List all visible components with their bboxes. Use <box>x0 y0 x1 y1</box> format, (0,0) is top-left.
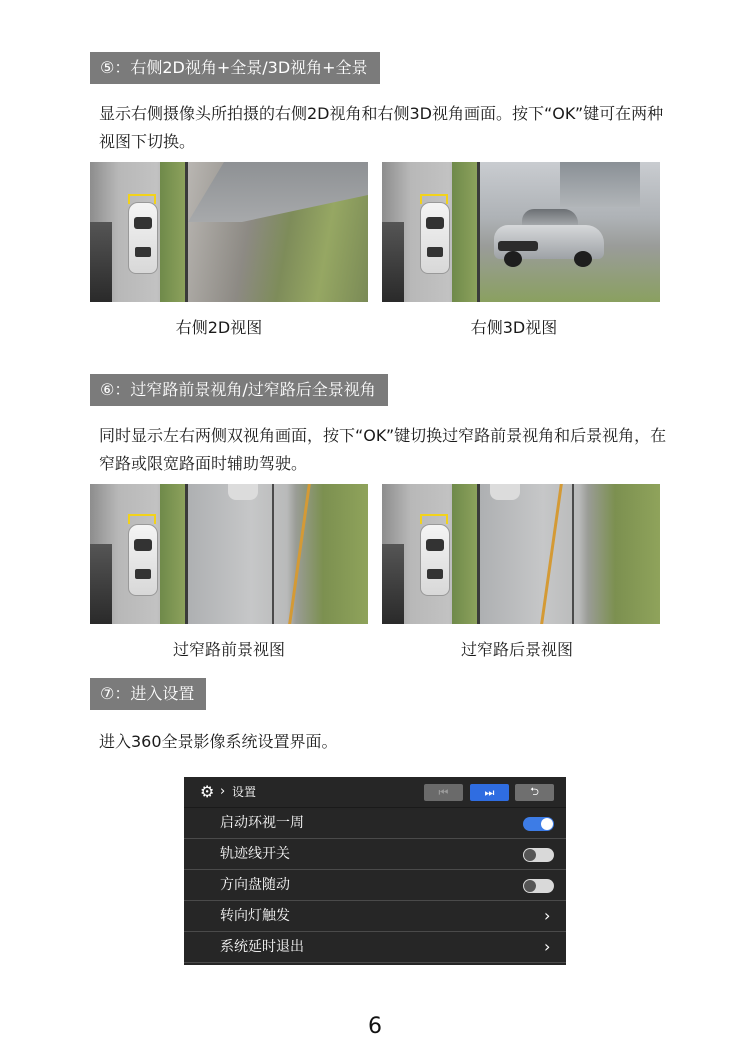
car-top-icon <box>128 524 158 596</box>
settings-row-steering-follow[interactable] <box>184 870 566 901</box>
section-body-settings: 进入360全景影像系统设置界面。 <box>99 732 338 751</box>
chevron-right-icon: › <box>544 937 551 956</box>
caption-narrow-front: 过窄路前景视图 <box>172 640 285 659</box>
prev-button[interactable] <box>424 784 463 801</box>
settings-row-auto-surround[interactable] <box>184 808 566 839</box>
gear-icon[interactable]: ⚙ <box>200 782 215 801</box>
next-button[interactable] <box>470 784 509 801</box>
caption-narrow-rear: 过窄路后景视图 <box>460 640 573 659</box>
settings-row-label: 启动环视一周 <box>220 815 304 831</box>
narrow-road-front-view-image <box>90 484 368 624</box>
settings-panel <box>184 777 566 965</box>
section-heading-right-view: ⑤：右侧2D视角+全景/3D视角+全景 <box>90 52 380 84</box>
steering-follow-toggle[interactable] <box>523 879 554 893</box>
settings-row-label: 方向盘随动 <box>220 877 290 893</box>
car-3d-icon <box>494 207 604 267</box>
section-body-right-view: 显示右侧摄像头所拍摄的右侧2D视角和右侧3D视角画面。按下“OK”键可在两种视图下切换。 <box>99 104 664 151</box>
page-number: 6 <box>368 1014 382 1039</box>
right-2d-view-image <box>90 162 368 302</box>
skip-forward-icon: ⏭ <box>484 785 495 799</box>
car-top-icon <box>128 202 158 274</box>
settings-row-label: 轨迹线开关 <box>220 846 290 862</box>
settings-row-exit-delay[interactable] <box>184 932 566 963</box>
settings-row-label: 系统延时退出 <box>220 939 304 955</box>
back-button[interactable] <box>515 784 554 801</box>
right-3d-view-image <box>382 162 660 302</box>
return-icon: ⮌ <box>530 785 539 798</box>
car-top-icon <box>420 202 450 274</box>
skip-back-icon: ⏮ <box>438 785 449 799</box>
car-top-icon <box>420 524 450 596</box>
settings-header <box>184 777 566 808</box>
caption-right-3d: 右侧3D视图 <box>470 318 558 337</box>
settings-row-label: 转向灯触发 <box>220 908 290 924</box>
breadcrumb-arrow-icon: › <box>220 784 226 799</box>
caption-right-2d: 右侧2D视图 <box>175 318 263 337</box>
section-body-narrow-road: 同时显示左右两侧双视角画面，按下“OK”键切换过窄路前景视角和后景视角，在窄路或限宽路面时辅助驾驶。 <box>99 426 667 473</box>
section-heading-settings: ⑦：进入设置 <box>90 678 206 710</box>
trajectory-toggle[interactable] <box>523 848 554 862</box>
settings-row-turn-signal[interactable] <box>184 901 566 932</box>
section-heading-narrow-road: ⑥：过窄路前景视角/过窄路后全景视角 <box>90 374 388 406</box>
settings-row-trajectory[interactable] <box>184 839 566 870</box>
narrow-road-rear-view-image <box>382 484 660 624</box>
breadcrumb-title: 设置 <box>232 785 257 799</box>
chevron-right-icon: › <box>544 906 551 925</box>
auto-surround-toggle[interactable] <box>523 817 554 831</box>
